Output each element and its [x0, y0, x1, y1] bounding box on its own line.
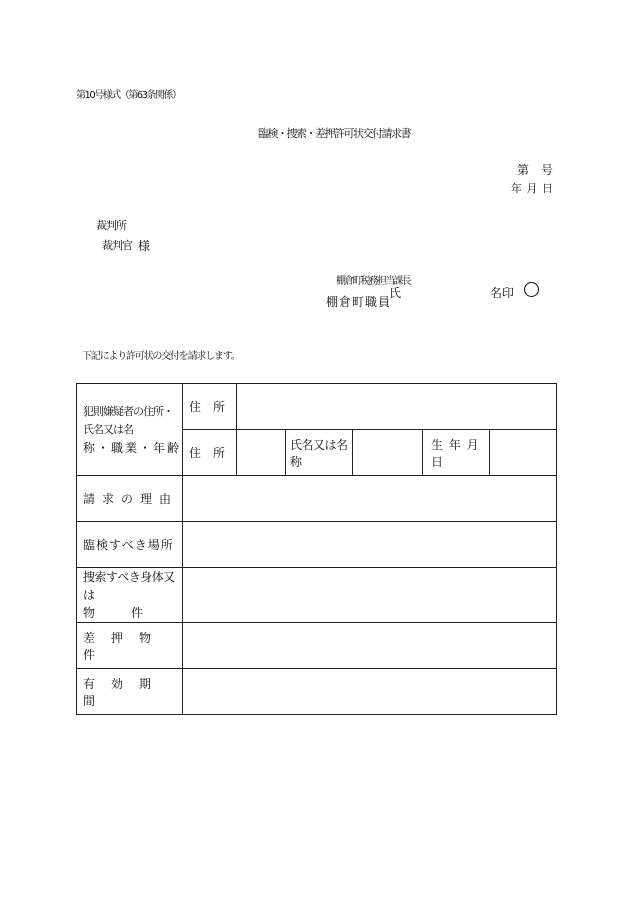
- applicant-seal-label: [490, 284, 514, 301]
- birth-label: 生 年 月 日: [423, 430, 490, 476]
- seized-items-label: 差押物件: [77, 623, 183, 669]
- applicant-title: 棚倉町税務担当課長: [336, 276, 410, 287]
- addressee-judge: 裁判官: [102, 239, 132, 252]
- name-label: 氏名又は名称: [286, 430, 353, 476]
- document-number: 第 号: [517, 163, 554, 177]
- request-form-table: [76, 383, 557, 715]
- validity-period-value-field[interactable]: [183, 669, 557, 715]
- applicant-name-prefix: 氏: [389, 286, 402, 300]
- inspection-place-label: 臨検すべき場所: [77, 522, 183, 568]
- reason-label: 請求の理由: [77, 476, 183, 522]
- table-row: [77, 522, 557, 568]
- search-target-label-line1: 捜索すべき身体又は: [83, 570, 175, 602]
- addressee-court: 裁判所: [96, 219, 126, 232]
- document-date: 年 月 日: [511, 182, 553, 195]
- address-value-field-2[interactable]: [237, 430, 286, 476]
- seal-circle-icon: [524, 282, 539, 297]
- search-target-label-cell: [77, 568, 183, 623]
- subject-label-line2: 称・職業・年齢: [83, 440, 182, 455]
- subject-label-line1: 犯則嫌疑者の住所・氏名又は名: [83, 404, 173, 436]
- table-row: [77, 384, 557, 430]
- table-row: [77, 476, 557, 522]
- address-label-2: 住 所: [183, 430, 237, 476]
- inspection-place-value-field[interactable]: [183, 522, 557, 568]
- search-target-label-line2: 物 件: [83, 606, 144, 620]
- table-row: [77, 623, 557, 669]
- applicant-name-label: 名: [490, 286, 503, 300]
- validity-period-label: 有効期間: [77, 669, 183, 715]
- subject-label-cell: [77, 384, 183, 476]
- search-target-value-field[interactable]: [183, 568, 557, 623]
- applicant-org: 棚倉町職員: [326, 295, 392, 309]
- address-value-field[interactable]: [237, 384, 557, 430]
- request-text: 下記により許可状の交付を請求します。: [82, 351, 240, 362]
- addressee-honorific: 様: [138, 239, 151, 253]
- table-row: [77, 568, 557, 623]
- document-title: 臨検・捜索・差押許可状交付請求書: [258, 127, 410, 140]
- name-value-field[interactable]: [353, 430, 423, 476]
- seal-label: 印: [502, 286, 515, 300]
- birth-value-field[interactable]: [490, 430, 557, 476]
- seized-items-value-field[interactable]: [183, 623, 557, 669]
- address-label: 住 所: [183, 384, 237, 430]
- form-number: 第10号様式（第63条関係）: [76, 90, 181, 101]
- table-row: [77, 669, 557, 715]
- reason-value-field[interactable]: [183, 476, 557, 522]
